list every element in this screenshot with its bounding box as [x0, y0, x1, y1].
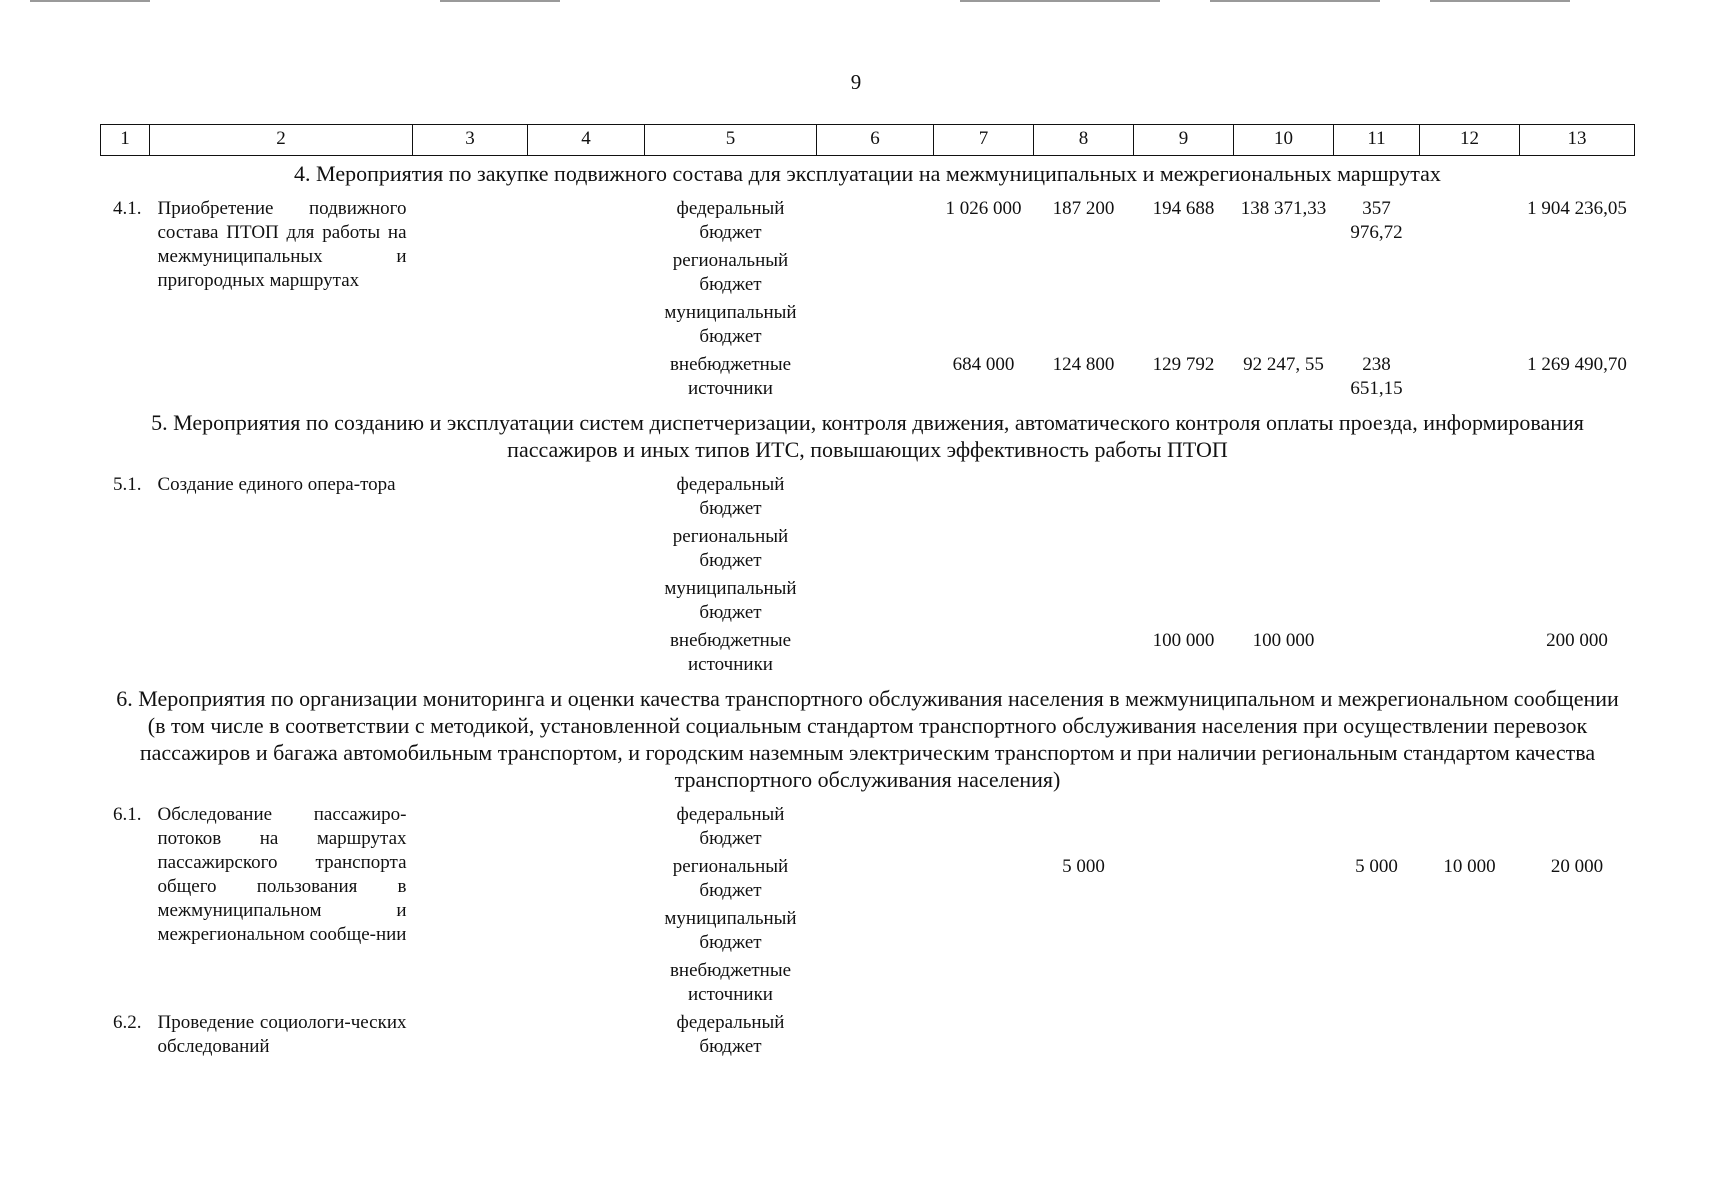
funding-source: федеральный бюджет — [676, 804, 785, 849]
page-number: 9 — [850, 70, 862, 94]
value-col-8 — [1034, 1011, 1134, 1063]
empty-cell-col-6 — [817, 803, 934, 855]
scan-edge-line — [1210, 0, 1380, 2]
value-col-12: 10 000 — [1443, 856, 1496, 877]
value-col-8 — [1034, 959, 1134, 1011]
value-col-13: 1 269 490,70 — [1527, 354, 1627, 375]
funding-source: внебюджетные источники — [669, 960, 792, 1005]
value-col-9 — [1134, 473, 1234, 525]
header-col-12: 12 — [1420, 125, 1520, 156]
value-col-10 — [1234, 577, 1334, 629]
value-col-11 — [1334, 803, 1420, 855]
table-row — [101, 803, 1635, 855]
value-col-8 — [1034, 907, 1134, 959]
header-col-1: 1 — [101, 125, 150, 156]
empty-cell-col-6 — [817, 301, 934, 353]
item-number: 5.1. — [113, 474, 142, 495]
value-col-10 — [1234, 803, 1334, 855]
empty-cell-col-6 — [817, 249, 934, 301]
scan-edge-line — [440, 0, 560, 2]
empty-cell-col-4 — [528, 197, 645, 405]
value-col-8 — [1034, 803, 1134, 855]
value-col-13 — [1520, 301, 1635, 353]
value-col-13: 1 904 236,05 — [1527, 198, 1627, 219]
value-col-12 — [1420, 907, 1520, 959]
value-col-9: 100 000 — [1152, 630, 1215, 651]
header-col-8: 8 — [1034, 125, 1134, 156]
value-col-11 — [1334, 1011, 1420, 1063]
value-col-8: 5 000 — [1062, 856, 1105, 877]
funding-source: федеральный бюджет — [676, 198, 785, 243]
empty-cell-col-4 — [528, 803, 645, 1011]
value-col-13: 200 000 — [1546, 630, 1608, 651]
section-title: 5. Мероприятия по созданию и эксплуатации систем диспетчеризации, контроля движения, автоматического контроля оплаты проезда, информирования пассажиров и иных типов ИТС, повышающих эффективность работы ПТОП — [151, 410, 1584, 462]
value-col-11 — [1334, 629, 1420, 681]
value-col-13 — [1520, 577, 1635, 629]
value-col-7 — [934, 577, 1034, 629]
value-col-11 — [1334, 473, 1420, 525]
value-col-10 — [1234, 1011, 1334, 1063]
value-col-12 — [1420, 301, 1520, 353]
funding-source: внебюджетные источники — [669, 630, 792, 675]
value-col-8 — [1034, 629, 1134, 681]
value-col-10 — [1234, 907, 1334, 959]
value-col-9 — [1134, 855, 1234, 907]
value-col-9 — [1134, 249, 1234, 301]
scan-edge-line — [1430, 0, 1570, 2]
empty-cell-col-6 — [817, 473, 934, 525]
value-col-7 — [934, 473, 1034, 525]
value-col-8 — [1034, 577, 1134, 629]
value-col-7 — [934, 1011, 1034, 1063]
value-col-11 — [1334, 301, 1420, 353]
funding-source: федеральный бюджет — [676, 474, 785, 519]
value-col-10: 138 371,33 — [1240, 198, 1327, 219]
header-col-3: 3 — [413, 125, 528, 156]
empty-cell-col-6 — [817, 855, 934, 907]
value-col-7: 1 026 000 — [945, 198, 1022, 219]
value-col-12 — [1420, 353, 1520, 405]
header-col-13: 13 — [1520, 125, 1635, 156]
funding-source: муниципальный бюджет — [664, 302, 797, 347]
value-col-7 — [934, 803, 1034, 855]
item-number: 4.1. — [113, 198, 142, 219]
value-col-7 — [934, 525, 1034, 577]
value-col-9 — [1134, 803, 1234, 855]
empty-cell-col-6 — [817, 629, 934, 681]
value-col-9: 194 688 — [1152, 198, 1215, 219]
section-title: 6. Мероприятия по организации мониторинга и оценки качества транспортного обслуживания населения в межмуниципальном и межрегиональном сообщении (в том числе в соответствии с методикой, установленной социальным стандартом транспортного обслуживания населения при осуществлении перевозок пассажиров и багажа автомобильным транспортом, и городским наземным электрическим транспортом и при наличии региональным стандартом качества транспортного обслуживания населения) — [116, 686, 1619, 792]
value-col-10: 92 247, 55 — [1243, 354, 1324, 375]
funding-source: региональный бюджет — [672, 526, 789, 571]
value-col-13: 20 000 — [1550, 856, 1604, 877]
item-name: Создание единого опера-тора — [157, 474, 396, 495]
value-col-12 — [1420, 577, 1520, 629]
value-col-7 — [934, 907, 1034, 959]
value-col-12 — [1420, 473, 1520, 525]
value-col-12 — [1420, 197, 1520, 249]
header-col-11: 11 — [1334, 125, 1420, 156]
value-col-7: 684 000 — [952, 354, 1015, 375]
value-col-13 — [1520, 959, 1635, 1011]
value-col-9 — [1134, 959, 1234, 1011]
empty-cell-col-6 — [817, 1011, 934, 1063]
value-col-9 — [1134, 301, 1234, 353]
value-col-7 — [934, 629, 1034, 681]
value-col-10 — [1234, 525, 1334, 577]
section-title-row — [101, 681, 1635, 803]
value-col-8 — [1034, 473, 1134, 525]
value-col-10 — [1234, 473, 1334, 525]
table-row — [101, 1011, 1635, 1063]
funding-source: региональный бюджет — [672, 250, 789, 295]
value-col-13 — [1520, 473, 1635, 525]
value-col-13 — [1520, 525, 1635, 577]
value-col-9 — [1134, 525, 1234, 577]
value-col-12 — [1420, 803, 1520, 855]
value-col-11 — [1334, 249, 1420, 301]
value-col-13 — [1520, 907, 1635, 959]
value-col-12 — [1420, 1011, 1520, 1063]
value-col-13 — [1520, 1011, 1635, 1063]
empty-cell-col-3 — [413, 803, 528, 1011]
item-name: Приобретение подвижного состава ПТОП для работы на межмуниципальных и пригородных маршрутах — [157, 198, 407, 291]
value-col-8: 187 200 — [1052, 198, 1115, 219]
funding-source: внебюджетные источники — [669, 354, 792, 399]
value-col-12 — [1420, 629, 1520, 681]
value-col-8 — [1034, 301, 1134, 353]
value-col-13 — [1520, 249, 1635, 301]
header-col-5: 5 — [645, 125, 817, 156]
empty-cell-col-6 — [817, 353, 934, 405]
value-col-9 — [1134, 577, 1234, 629]
empty-cell-col-4 — [528, 1011, 645, 1063]
funding-source: федеральный бюджет — [676, 1012, 785, 1057]
item-name: Обследование пассажиро-потоков на маршрутах пассажирского транспорта общего пользования в межмуниципальном и межрегиональном сообще-нии — [157, 804, 407, 945]
value-col-11: 238 651,15 — [1350, 354, 1403, 399]
value-col-12 — [1420, 525, 1520, 577]
value-col-11 — [1334, 907, 1420, 959]
section-title: 4. Мероприятия по закупке подвижного состава для эксплуатации на межмуниципальных и межрегиональных маршрутах — [294, 161, 1441, 186]
scan-edge-line — [960, 0, 1160, 2]
scan-edge-line — [30, 0, 150, 2]
value-col-8 — [1034, 249, 1134, 301]
header-col-6: 6 — [817, 125, 934, 156]
header-row — [101, 125, 1635, 156]
value-col-10 — [1234, 855, 1334, 907]
empty-cell-col-3 — [413, 1011, 528, 1063]
header-col-4: 4 — [528, 125, 645, 156]
value-col-13 — [1520, 803, 1635, 855]
value-col-8: 124 800 — [1052, 354, 1115, 375]
empty-cell-col-3 — [413, 473, 528, 681]
value-col-9 — [1134, 907, 1234, 959]
value-col-7 — [934, 855, 1034, 907]
funding-source: муниципальный бюджет — [664, 908, 797, 953]
funding-source: муниципальный бюджет — [664, 578, 797, 623]
value-col-11: 357 976,72 — [1350, 198, 1403, 243]
section-title-row — [101, 156, 1635, 198]
column-number-header — [101, 125, 1635, 156]
value-col-9: 129 792 — [1152, 354, 1215, 375]
value-col-7 — [934, 959, 1034, 1011]
header-col-9: 9 — [1134, 125, 1234, 156]
value-col-11 — [1334, 577, 1420, 629]
budget-table — [100, 124, 1635, 1063]
value-col-7 — [934, 249, 1034, 301]
value-col-12 — [1420, 249, 1520, 301]
empty-cell-col-6 — [817, 577, 934, 629]
empty-cell-col-4 — [528, 473, 645, 681]
item-name: Проведение социологи-ческих обследований — [157, 1012, 407, 1057]
empty-cell-col-6 — [817, 525, 934, 577]
budget-table-container — [100, 124, 1634, 1063]
value-col-9 — [1134, 1011, 1234, 1063]
value-col-11: 5 000 — [1355, 856, 1398, 877]
empty-cell-col-3 — [413, 197, 528, 405]
item-number: 6.1. — [113, 804, 142, 825]
header-col-2: 2 — [150, 125, 413, 156]
value-col-12 — [1420, 959, 1520, 1011]
value-col-10: 100 000 — [1252, 630, 1315, 651]
header-col-7: 7 — [934, 125, 1034, 156]
value-col-7 — [934, 301, 1034, 353]
value-col-10 — [1234, 301, 1334, 353]
value-col-8 — [1034, 525, 1134, 577]
item-number: 6.2. — [113, 1012, 142, 1033]
value-col-11 — [1334, 525, 1420, 577]
empty-cell-col-6 — [817, 907, 934, 959]
section-title-row — [101, 405, 1635, 473]
table-row — [101, 197, 1635, 249]
funding-source: региональный бюджет — [672, 856, 789, 901]
value-col-11 — [1334, 959, 1420, 1011]
table-row — [101, 473, 1635, 525]
empty-cell-col-6 — [817, 197, 934, 249]
value-col-10 — [1234, 249, 1334, 301]
table-body — [101, 156, 1635, 1064]
header-col-10: 10 — [1234, 125, 1334, 156]
value-col-10 — [1234, 959, 1334, 1011]
empty-cell-col-6 — [817, 959, 934, 1011]
